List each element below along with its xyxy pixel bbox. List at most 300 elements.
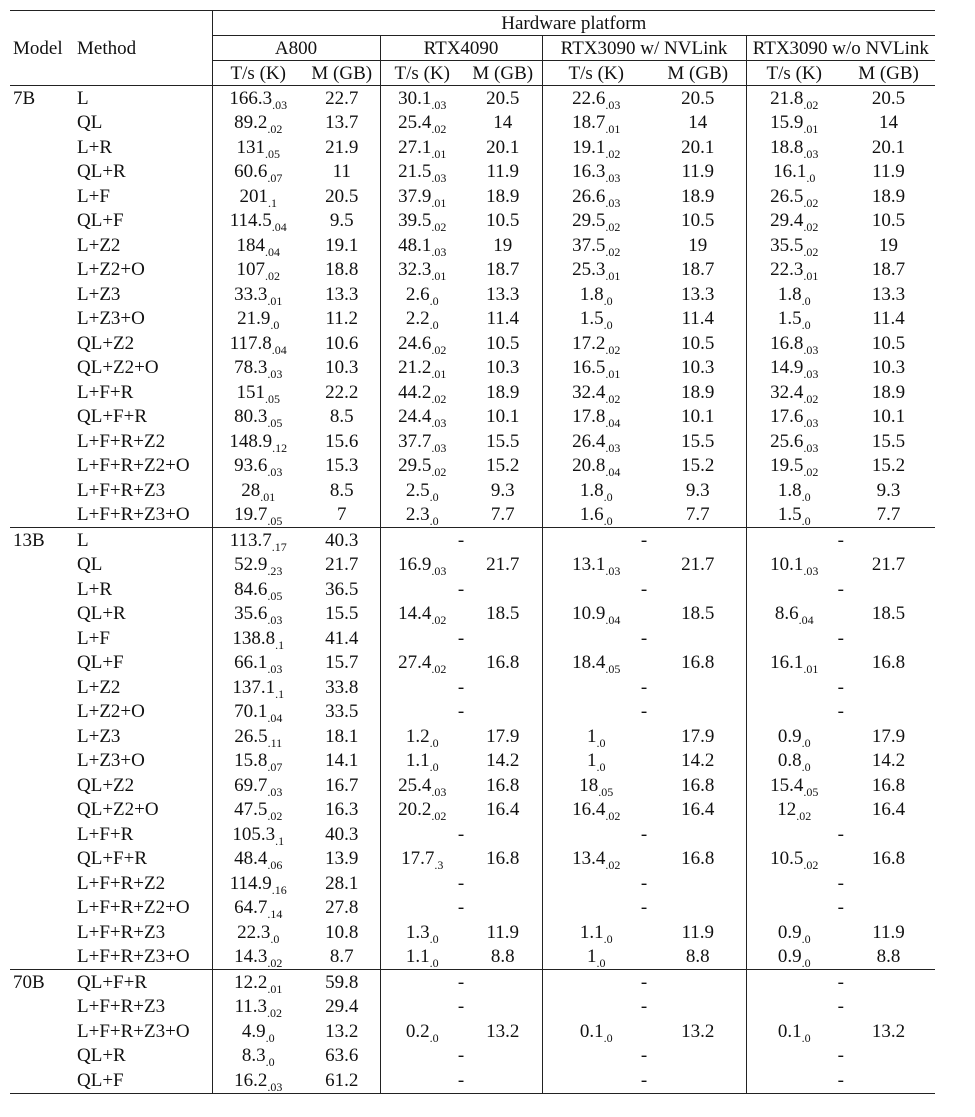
table-row	[10, 503, 935, 528]
model-cell	[10, 1019, 74, 1044]
mem-header: M (GB)	[858, 62, 919, 84]
method-cell: QL+F+R	[74, 970, 212, 995]
memory-cell	[304, 724, 380, 749]
platform-rtx4090-header: RTX4090	[380, 36, 542, 61]
std-subscript: .03	[605, 195, 621, 210]
value: 35.5	[770, 234, 804, 256]
std-subscript: .02	[605, 146, 621, 161]
value: 1.2	[405, 725, 430, 747]
value: 16.4	[871, 799, 906, 821]
value: 13.2	[486, 1020, 520, 1042]
value: 107	[236, 259, 265, 281]
na-cell: -	[837, 1045, 844, 1067]
throughput-cell	[542, 160, 650, 185]
method-cell: L+Z2	[74, 233, 212, 258]
memory-cell	[464, 380, 542, 405]
value: 16.1	[770, 652, 804, 674]
std-subscript: .03	[267, 613, 283, 628]
na-cell: -	[380, 626, 542, 651]
std-subscript: .01	[803, 122, 819, 137]
throughput-cell	[212, 184, 304, 209]
method-cell: L+F	[74, 626, 212, 651]
value: 184	[236, 234, 265, 256]
value: 9.3	[876, 479, 901, 501]
value: 20.1	[681, 136, 715, 158]
table-row	[10, 282, 935, 307]
value: 19	[688, 234, 708, 256]
memory-cell	[650, 380, 746, 405]
model-cell	[10, 724, 74, 749]
memory-cell	[464, 111, 542, 136]
na-cell: -	[542, 970, 746, 995]
model-cell	[10, 602, 74, 627]
value: 16.3	[572, 161, 606, 183]
model-cell	[10, 773, 74, 798]
value: 18.8	[325, 259, 359, 281]
memory-cell	[464, 233, 542, 258]
na-cell: -	[837, 823, 844, 845]
model-header: Model	[13, 37, 63, 59]
std-subscript: .01	[267, 293, 283, 308]
value: 10.5	[486, 332, 520, 354]
value: 39.5	[398, 210, 432, 232]
throughput-cell	[542, 920, 650, 945]
throughput-cell	[542, 331, 650, 356]
memory-cell	[304, 847, 380, 872]
value: 10.1	[871, 406, 906, 428]
throughput-cell	[380, 945, 464, 970]
value: 1	[587, 946, 597, 968]
value: 80.3	[234, 406, 268, 428]
model-cell	[10, 184, 74, 209]
value: 13.2	[871, 1020, 906, 1042]
memory-cell	[650, 307, 746, 332]
value: 14.9	[770, 357, 804, 379]
value: 14.2	[681, 750, 715, 772]
value: 1.5	[579, 308, 604, 330]
throughput-cell	[542, 724, 650, 749]
memory-cell	[464, 920, 542, 945]
std-subscript: .02	[267, 122, 283, 137]
model-cell	[10, 233, 74, 258]
na-cell: -	[542, 995, 746, 1020]
memory-cell	[304, 749, 380, 774]
throughput-cell	[542, 405, 650, 430]
na-cell: -	[380, 995, 542, 1020]
std-subscript: .02	[605, 220, 621, 235]
throughput-cell	[212, 356, 304, 381]
memory-cell	[650, 602, 746, 627]
std-subscript: .14	[267, 907, 283, 922]
method-cell: L+F+R+Z2+O	[74, 454, 212, 479]
model-cell	[10, 405, 74, 430]
throughput-cell	[542, 454, 650, 479]
model-cell	[10, 209, 74, 234]
throughput-cell	[212, 135, 304, 160]
table-row	[10, 1019, 935, 1044]
throughput-cell	[212, 1068, 304, 1093]
value: 16.8	[871, 848, 906, 870]
method-cell: QL+F	[74, 1068, 212, 1093]
throughput-cell	[746, 478, 842, 503]
table-row	[10, 700, 935, 725]
value: 1.3	[405, 921, 430, 943]
std-subscript: .02	[431, 662, 447, 677]
value: 37.5	[572, 234, 606, 256]
std-subscript: .01	[803, 269, 819, 284]
value: 10.5	[871, 332, 906, 354]
std-subscript: .02	[605, 391, 621, 406]
std-subscript: .0	[265, 1030, 275, 1045]
value: 26.4	[572, 430, 606, 452]
memory-cell	[304, 675, 380, 700]
std-subscript: .02	[265, 269, 280, 284]
std-subscript: .0	[801, 489, 811, 504]
value: 15.9	[770, 112, 804, 134]
throughput-cell	[746, 331, 842, 356]
throughput-cell	[746, 847, 842, 872]
value: 16.4	[486, 799, 520, 821]
value: 21.7	[681, 554, 715, 576]
value: 37.9	[398, 185, 432, 207]
throughput-cell	[746, 602, 842, 627]
value: 20.1	[486, 136, 520, 158]
value: 117.8	[229, 332, 272, 354]
na-cell: -	[380, 871, 542, 896]
results-table-container	[10, 10, 960, 1094]
method-cell: L+F+R+Z3	[74, 995, 212, 1020]
throughput-cell	[542, 503, 650, 528]
method-cell: L+Z3	[74, 282, 212, 307]
throughput-cell	[746, 553, 842, 578]
std-subscript: .03	[803, 440, 819, 455]
model-cell	[10, 356, 74, 381]
method-cell: QL+R	[74, 160, 212, 185]
throughput-cell	[380, 258, 464, 283]
value: 1.5	[777, 308, 802, 330]
memory-cell	[842, 478, 935, 503]
table-row	[10, 454, 935, 479]
value: 29.4	[770, 210, 804, 232]
throughput-cell	[380, 282, 464, 307]
method-cell: L+R	[74, 135, 212, 160]
throughput-cell	[542, 429, 650, 454]
throughput-cell	[542, 233, 650, 258]
throughput-cell	[212, 871, 304, 896]
throughput-cell	[746, 258, 842, 283]
value: 114.9	[229, 872, 272, 894]
memory-cell	[650, 724, 746, 749]
value: 8.8	[876, 946, 901, 968]
memory-cell	[842, 380, 935, 405]
value: 137.1	[232, 676, 276, 698]
std-subscript: .0	[801, 760, 811, 775]
table-row	[10, 675, 935, 700]
std-subscript: .04	[605, 613, 621, 628]
memory-cell	[304, 135, 380, 160]
memory-cell	[464, 749, 542, 774]
value: 18.5	[681, 603, 715, 625]
na-cell: -	[380, 896, 542, 921]
method-cell: L+Z2+O	[74, 258, 212, 283]
memory-cell	[464, 553, 542, 578]
std-subscript: .01	[431, 367, 447, 382]
value: 14.3	[234, 946, 268, 968]
method-header: Method	[74, 11, 212, 86]
throughput-cell	[212, 528, 304, 553]
memory-cell	[842, 602, 935, 627]
value: 13.3	[486, 283, 520, 305]
memory-cell	[842, 307, 935, 332]
table-row	[10, 135, 935, 160]
throughput-cell	[380, 454, 464, 479]
na-cell: -	[380, 700, 542, 725]
value: 16.8	[871, 652, 906, 674]
value: 18.7	[572, 112, 606, 134]
value: 8.8	[490, 946, 515, 968]
value: 36.5	[325, 578, 359, 600]
throughput-cell	[212, 380, 304, 405]
na-cell: -	[837, 996, 844, 1018]
throughput-cell	[380, 86, 464, 111]
value: 10.1	[486, 406, 520, 428]
method-cell: L+Z2+O	[74, 700, 212, 725]
memory-cell	[650, 331, 746, 356]
value: 1	[587, 750, 597, 772]
std-subscript: .1	[275, 833, 285, 848]
std-subscript: .0	[801, 735, 811, 750]
throughput-cell	[380, 503, 464, 528]
memory-cell	[304, 86, 380, 111]
value: 20.5	[486, 87, 520, 109]
std-subscript: .03	[431, 244, 447, 259]
std-subscript: .02	[803, 858, 819, 873]
std-subscript: .03	[605, 97, 621, 112]
value: 11.9	[681, 161, 715, 183]
std-subscript: .02	[267, 809, 283, 824]
throughput-cell	[542, 111, 650, 136]
memory-cell	[304, 454, 380, 479]
value: 13.7	[325, 112, 359, 134]
memory-cell	[464, 651, 542, 676]
value: 18.9	[486, 185, 520, 207]
std-subscript: .05	[598, 784, 614, 799]
throughput-cell	[542, 184, 650, 209]
value: 16.8	[486, 848, 520, 870]
std-subscript: .0	[801, 956, 811, 971]
throughput-cell	[746, 307, 842, 332]
memory-cell	[842, 184, 935, 209]
value: 16.7	[325, 774, 359, 796]
std-subscript: .0	[801, 293, 811, 308]
value: 27.8	[325, 897, 359, 919]
std-subscript: .02	[605, 342, 621, 357]
model-cell	[10, 651, 74, 676]
table-row	[10, 356, 935, 381]
std-subscript: .02	[803, 244, 819, 259]
std-subscript: .05	[267, 514, 283, 529]
throughput-cell	[746, 773, 842, 798]
throughput-cell	[380, 331, 464, 356]
na-cell: -	[542, 822, 746, 847]
value: 14	[688, 112, 708, 134]
value: 1.5	[777, 504, 802, 526]
std-subscript: .03	[605, 440, 621, 455]
value: 27.4	[398, 652, 432, 674]
std-subscript: .04	[267, 711, 283, 726]
memory-cell	[650, 160, 746, 185]
table-row	[10, 1068, 935, 1093]
value: 19.1	[572, 136, 606, 158]
value: 18.7	[681, 259, 715, 281]
table-row	[10, 798, 935, 823]
value: 12	[777, 799, 797, 821]
std-subscript: .01	[605, 269, 621, 284]
value: 18.7	[871, 259, 906, 281]
value: 70.1	[234, 701, 268, 723]
memory-cell	[304, 282, 380, 307]
throughput-cell	[380, 307, 464, 332]
value: 10.3	[681, 357, 715, 379]
na-cell: -	[380, 1068, 542, 1093]
value: 16.1	[773, 161, 807, 183]
memory-cell	[464, 1019, 542, 1044]
memory-cell	[464, 307, 542, 332]
value: 1.6	[579, 504, 604, 526]
value: 11.9	[872, 161, 905, 183]
throughput-cell	[380, 405, 464, 430]
mem-header: M (GB)	[304, 61, 380, 86]
memory-cell	[464, 258, 542, 283]
std-subscript: .04	[605, 416, 621, 431]
std-subscript: .05	[265, 391, 280, 406]
memory-cell	[650, 920, 746, 945]
value: 15.2	[486, 455, 520, 477]
value: 166.3	[229, 87, 273, 109]
std-subscript: .02	[803, 220, 819, 235]
value: 26.5	[234, 725, 268, 747]
model-cell	[10, 553, 74, 578]
method-cell: L	[74, 86, 212, 111]
throughput-cell	[212, 577, 304, 602]
std-subscript: .04	[271, 342, 287, 357]
throughput-cell	[380, 798, 464, 823]
throughput-cell	[746, 111, 842, 136]
std-subscript: .0	[801, 931, 811, 946]
value: 32.4	[770, 381, 804, 403]
na-cell: -	[542, 577, 746, 602]
value: 33.8	[325, 676, 359, 698]
value: 13.3	[681, 283, 715, 305]
na-cell: -	[837, 872, 844, 894]
std-subscript: .0	[429, 1030, 439, 1045]
throughput-cell	[746, 135, 842, 160]
throughput-cell	[746, 724, 842, 749]
method-cell: L+F+R+Z3+O	[74, 945, 212, 970]
model-cell	[10, 454, 74, 479]
na-cell: -	[542, 528, 746, 553]
value: 59.8	[325, 971, 359, 993]
model-cell	[10, 307, 74, 332]
value: 25.3	[572, 259, 606, 281]
memory-cell	[304, 945, 380, 970]
model-cell	[10, 503, 74, 528]
value: 7	[337, 504, 347, 526]
memory-cell	[304, 111, 380, 136]
table-row	[10, 553, 935, 578]
memory-cell	[842, 503, 935, 528]
std-subscript: .02	[267, 956, 283, 971]
method-cell: QL+Z2+O	[74, 798, 212, 823]
results-body	[10, 86, 935, 1094]
std-subscript: .0	[801, 514, 811, 529]
std-subscript: .0	[265, 1055, 275, 1070]
std-subscript: .0	[801, 318, 811, 333]
value: 2.3	[405, 504, 430, 526]
memory-cell	[464, 847, 542, 872]
value: 8.6	[774, 603, 799, 625]
table-row	[10, 111, 935, 136]
std-subscript: .0	[806, 171, 816, 186]
memory-cell	[842, 258, 935, 283]
table-row	[10, 724, 935, 749]
std-subscript: .03	[267, 1079, 283, 1094]
throughput-cell	[542, 86, 650, 111]
std-subscript: .05	[265, 146, 280, 161]
memory-cell	[650, 233, 746, 258]
value: 17.8	[572, 406, 606, 428]
memory-cell	[650, 86, 746, 111]
throughput-cell	[380, 749, 464, 774]
std-subscript: .0	[603, 931, 613, 946]
std-subscript: .0	[429, 760, 439, 775]
memory-cell	[304, 356, 380, 381]
value: 24.4	[398, 406, 432, 428]
value: 17.9	[486, 725, 520, 747]
std-subscript: .04	[271, 220, 287, 235]
method-cell: QL+F	[74, 651, 212, 676]
na-cell: -	[542, 700, 746, 725]
memory-cell	[304, 380, 380, 405]
value: 13.3	[325, 283, 359, 305]
value: 16.8	[871, 774, 906, 796]
value: 9.5	[329, 210, 354, 232]
mem-header: M (GB)	[464, 61, 542, 86]
value: 8.5	[329, 406, 354, 428]
value: 16.3	[325, 799, 359, 821]
value: 0.1	[777, 1020, 802, 1042]
throughput-cell	[380, 111, 464, 136]
memory-cell	[304, 1044, 380, 1069]
memory-cell	[464, 282, 542, 307]
memory-cell	[304, 160, 380, 185]
memory-cell	[304, 773, 380, 798]
value: 14.2	[871, 750, 906, 772]
memory-cell	[304, 798, 380, 823]
model-cell	[10, 675, 74, 700]
memory-cell	[464, 160, 542, 185]
memory-cell	[650, 773, 746, 798]
value: 201	[239, 185, 268, 207]
throughput-cell	[380, 651, 464, 676]
value: 33.3	[234, 283, 268, 305]
std-subscript: .03	[431, 564, 447, 579]
value: 15.5	[871, 430, 906, 452]
value: 17.7	[401, 848, 435, 870]
std-subscript: .03	[267, 367, 283, 382]
value: 15.7	[325, 652, 359, 674]
memory-cell	[304, 429, 380, 454]
